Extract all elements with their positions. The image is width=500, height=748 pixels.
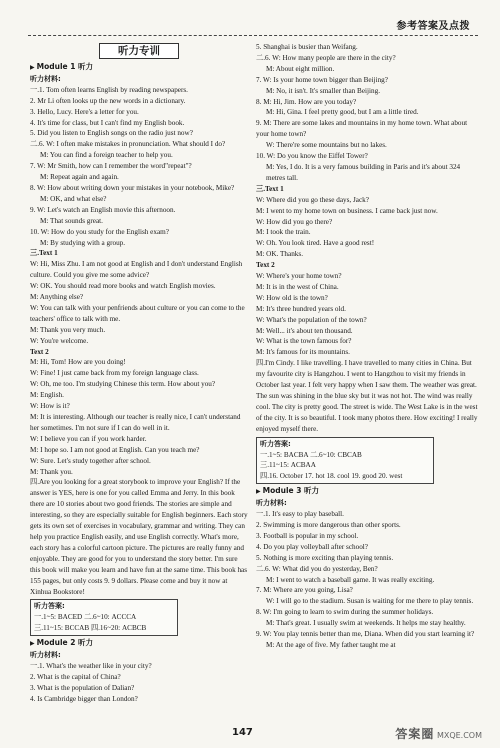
dialog-line: M: It is interesting. Although our teacher is really nice, I can't understand her sometimes. I'm not sure if I can do well in it.	[30, 413, 241, 432]
dialog-line: M: I went to my home town on business. I came back just now.	[256, 206, 438, 215]
dialog-line: W: Oh. You look tired. Have a good rest!	[256, 239, 375, 248]
dialog-line: M: I went to watch a baseball game. It was really exciting.	[266, 575, 435, 584]
dialog-line: M: English.	[30, 391, 64, 400]
listening-material-label: 听力材料:	[256, 499, 287, 508]
dialog-line: W: Oh, me too. I'm studying Chinese this term. How about you?	[30, 380, 216, 389]
dialog-line: W: What's the population of the town?	[256, 315, 367, 324]
dialog-line: 8. W: How about writing down your mistakes in your notebook, Mike?	[30, 183, 235, 192]
triangle-icon: ▶	[256, 488, 261, 496]
answer-title: 听力答案:	[34, 602, 65, 611]
dialog-line: M: It's famous for its mountains.	[256, 348, 350, 357]
dialog-line: 9. W: Let's watch an English movie this afternoon.	[30, 205, 176, 214]
answer-title: 听力答案:	[260, 439, 291, 448]
answer-line: 一.1~5: BACED 二.6~10: ACCCA	[34, 613, 137, 622]
banner-title: 听力专训	[99, 43, 179, 59]
listening-material-label: 听力材料:	[30, 74, 61, 83]
sentence: 4. Do you play volleyball after school?	[256, 542, 368, 551]
answer-box	[256, 437, 434, 485]
page-header	[0, 0, 500, 36]
dialog-line: M: At the age of five. My father taught me at	[266, 640, 396, 649]
dialog-line: M: You can find a foreign teacher to help you.	[40, 151, 173, 160]
dialog-line: 9. W: You play tennis better than me, Diana. When did you start learning it?	[256, 630, 475, 639]
dialog-line: W: What is the town famous for?	[256, 337, 352, 346]
dialog-line: M: Hi, Gina. I feel pretty good, but I am a little tired.	[266, 108, 419, 117]
answer-box	[30, 599, 178, 636]
dialog-line: 10. W: Do you know the Eiffel Tower?	[256, 152, 368, 161]
dialog-line: M: It's three hundred years old.	[256, 304, 346, 313]
answer-line: 三.11~15: BCCAB 四.16~20: ACBCB	[34, 624, 147, 633]
dialog-line: M: Repeat again and again.	[40, 173, 119, 182]
dialog-line: 10. W: How do you study for the English exam?	[30, 227, 169, 236]
watermark-text: 答案圈	[395, 727, 435, 741]
dialog-line: 7. W: Is your home town bigger than Beijing?	[256, 75, 388, 84]
answer-line: 三.11~15: ACBAA	[260, 461, 316, 470]
sentence: 一.1. It's easy to play baseball.	[256, 510, 344, 519]
module-1-heading: ▶ Module 1 听力	[30, 62, 94, 71]
module-3-heading: ▶ Module 3 听力	[256, 486, 320, 496]
watermark-url: MXQE.COM	[436, 731, 482, 740]
passage: 四.Are you looking for a great storybook to improve your English? If the answer is YES, here is one for you called Emma and Jerry. In this book there are 10 stories about two good friends. The stories are simple and interesting, so they are especially suitable for English beginners. Each story gets its own set of exercises in vocabulary, grammar and writing. They can help you practice English easily, and use English correctly. What's more, each story has a colorful cartoon picture. The pictures are really funny and enjoyable. They are good for you to understand the story better. I'm sure this book will make you learn and have fun at the same time. This book has 155 pages, but only costs 9. 9 dollars. Please come and buy it now at Xinhua Bookstore!	[30, 478, 248, 596]
dialog-line: 7. M: Where are you going, Lisa?	[256, 586, 353, 595]
text-heading: 三.Text 1	[256, 184, 284, 193]
dialog-line: W: How did you go there?	[256, 217, 333, 226]
dialog-line: W: How old is the town?	[256, 293, 328, 302]
sentence: 2. Swimming is more dangerous than other sports.	[256, 520, 401, 529]
dialog-line: W: OK. You should read more books and watch English movies.	[30, 282, 216, 291]
text-heading: Text 2	[256, 261, 275, 270]
listening-material-label: 听力材料:	[30, 651, 61, 660]
dialog-line: M: Well... it's about ten thousand.	[256, 326, 353, 335]
sentence: 3. What is the population of Dalian?	[30, 683, 135, 692]
dialog-line: M: By studying with a group.	[40, 238, 126, 247]
dialog-line: W: I believe you can if you work harder.	[30, 434, 147, 443]
triangle-icon: ▶	[30, 64, 35, 71]
sentence: 4. Is Cambridge bigger than London?	[30, 694, 138, 703]
header-title: 参考答案及点拨	[396, 21, 470, 32]
dialog-line: W: There're some mountains but no lakes.	[266, 141, 387, 150]
dialog-line: M: It is in the west of China.	[256, 282, 339, 291]
left-column	[30, 42, 248, 705]
sentence: 2. Mr Li often looks up the new words in a dictionary.	[30, 96, 186, 105]
dialog-line: M: Yes, I do. It is a very famous building in Paris and it's about 324 metres tall.	[266, 162, 461, 182]
page-number: 147	[232, 727, 253, 738]
dialog-line: W: Sure. Let's study together after school.	[30, 456, 151, 465]
dialog-line: 7. W: Mr Smith, how can I remember the word"repeat"?	[30, 162, 192, 171]
dialog-line: M: Thank you very much.	[30, 325, 106, 334]
dialog-line: W: You're welcome.	[30, 336, 89, 345]
answer-line: 一.1~5: BACBA 二.6~10: CBCAB	[260, 450, 362, 459]
dialog-line: 二.6. W: What did you do yesterday, Ben?	[256, 564, 378, 573]
dialog-line: M: I hope so. I am not good at English. Can you teach me?	[30, 445, 200, 454]
sentence: 2. What is the capital of China?	[30, 672, 121, 681]
dialog-line: W: Where did you go these days, Jack?	[256, 195, 369, 204]
sentence: 一.1. What's the weather like in your city?	[30, 661, 152, 670]
dialog-line: M: No, it isn't. It's smaller than Beijing.	[266, 86, 380, 95]
dialog-line: W: Fine! I just came back from my foreign language class.	[30, 369, 199, 378]
dialog-line: M: Anything else?	[30, 293, 84, 302]
sentence: 4. It's time for class, but I can't find my English book.	[30, 118, 185, 127]
sentence: 5. Did you listen to English songs on the radio just now?	[30, 129, 193, 138]
dialog-line: 8. M: Hi, Jim. How are you today?	[256, 97, 357, 106]
dialog-line: W: I will go to the stadium. Susan is waiting for me there to play tennis.	[266, 597, 474, 606]
watermark-logo	[395, 725, 482, 742]
dialog-line: W: Where's your home town?	[256, 272, 342, 281]
sentence: 3. Football is popular in my school.	[256, 531, 359, 540]
header-divider	[28, 35, 478, 36]
section-banner	[30, 43, 248, 59]
dialog-line: M: About eight million.	[266, 64, 335, 73]
dialog-line: M: OK, and what else?	[40, 194, 107, 203]
dialog-line: 9. M: There are some lakes and mountains in my home town. What about your home town?	[256, 119, 468, 139]
module-2-heading: ▶ Module 2 听力	[30, 638, 94, 648]
dialog-line: 二.6. W: I often make mistakes in pronunciation. What should I do?	[30, 140, 226, 149]
right-column	[256, 42, 478, 651]
dialog-line: W: Hi, Miss Zhu. I am not good at English and I don't understand English culture. Could you give me some advice?	[30, 260, 243, 280]
sentence: 5. Nothing is more exciting than playing tennis.	[256, 553, 394, 562]
dialog-line: 二.6. W: How many people are there in the city?	[256, 53, 396, 62]
sentence: 3. Hello, Lucy. Here's a letter for you.	[30, 107, 139, 116]
sentence: 一.1. Tom often learns English by reading newspapers.	[30, 85, 188, 94]
text-heading: 三.Text 1	[30, 249, 58, 258]
dialog-line: M: OK. Thanks.	[256, 250, 303, 259]
text-heading: Text 2	[30, 347, 49, 356]
sentence: 5. Shanghai is busier than Weifang.	[256, 43, 358, 51]
passage: 四.I'm Cindy. I like travelling. I have travelled to many cities in China. But my favourite city is Hangzhou. I went to Hangzhou to visit my friends in October last year. I felt very happy when I saw them. The weather was great. The sun was shining in the blue sky but it was not hot. The wind was really cool. The city is pretty good. The street is wide. The West Lake is in the west of the city. It is so beautiful. I took many photos there. How exciting! I really enjoyed myself there.	[256, 359, 478, 433]
dialog-line: 8. W: I'm going to learn to swim during the summer holidays.	[256, 608, 434, 617]
dialog-line: W: How is it?	[30, 402, 70, 411]
triangle-icon: ▶	[30, 640, 35, 648]
dialog-line: M: I took the train.	[256, 228, 311, 237]
dialog-line: M: That's great. I usually swim at weekends. It helps me stay healthy.	[266, 619, 466, 628]
dialog-line: M: Hi, Tom! How are you doing!	[30, 358, 126, 367]
dialog-line: M: Thank you.	[30, 467, 73, 476]
answer-line: 四.16. October 17. hot 18. cool 19. good 20. west	[260, 472, 403, 481]
dialog-line: M: That sounds great.	[40, 216, 103, 225]
dialog-line: W: You can talk with your penfriends about culture or you can come to the teachers' office to talk with me.	[30, 303, 245, 323]
